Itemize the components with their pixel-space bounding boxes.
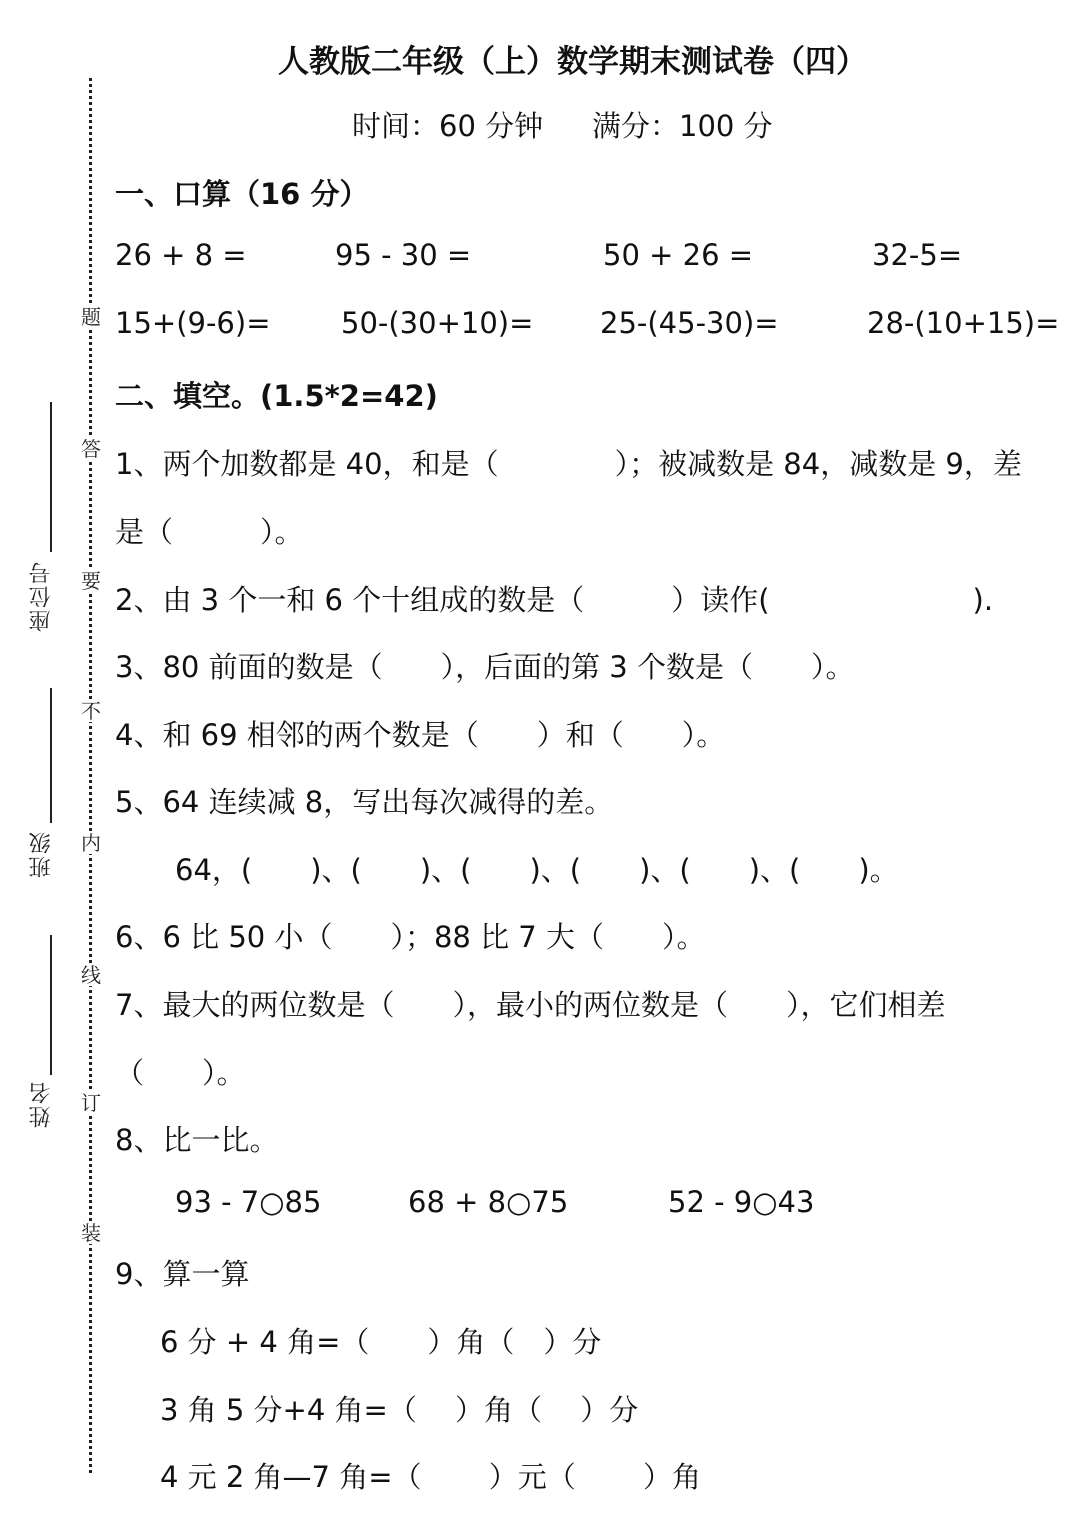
- fill-question-8: 8、比一比。: [115, 1123, 279, 1157]
- seat-number-label: 座位号: [29, 560, 54, 632]
- compare-item: 93 - 7○85: [175, 1185, 322, 1219]
- oral-calc-item: 26 + 8 =: [115, 238, 247, 272]
- oral-calc-item: 28-(10+15)=: [867, 306, 1060, 340]
- money-calc-item: 4 元 2 角—7 角=（ ）元（ ）角: [160, 1460, 701, 1494]
- fill-question-5: 5、64 连续减 8，写出每次减得的差。: [115, 785, 614, 819]
- seal-char: 内: [81, 831, 101, 855]
- money-calc-item: 3 角 5 分+4 角=（ ）角（ ）分: [160, 1393, 639, 1427]
- oral-calc-item: 95 - 30 =: [335, 238, 472, 272]
- name-label: 姓名: [29, 1080, 54, 1128]
- seal-char: 订: [81, 1091, 101, 1115]
- seal-char: 要: [81, 569, 101, 593]
- fill-question-5-blanks: 64，( )、( )、( )、( )、( )、( )。: [175, 853, 899, 887]
- section1-heading: 一、口算（16 分）: [115, 177, 369, 211]
- fill-question-3: 3、80 前面的数是（ ），后面的第 3 个数是（ ）。: [115, 650, 855, 684]
- page-title: 人教版二年级（上）数学期末测试卷（四）: [278, 44, 867, 80]
- oral-calc-item: 32-5=: [872, 238, 963, 272]
- oral-calc-item: 50 + 26 =: [603, 238, 754, 272]
- class-blank-line: [50, 688, 52, 823]
- fill-question-7-cont: （ ）。: [115, 1056, 246, 1090]
- oral-calc-item: 25-(45-30)=: [600, 306, 779, 340]
- fill-question-2: 2、由 3 个一和 6 个十组成的数是（ ）读作( ).: [115, 583, 994, 617]
- compare-item: 52 - 9○43: [668, 1185, 815, 1219]
- fill-question-7: 7、最大的两位数是（ ），最小的两位数是（ ），它们相差: [115, 988, 946, 1022]
- oral-calc-item: 15+(9-6)=: [115, 306, 271, 340]
- time-label: 时间：60 分钟: [352, 109, 544, 143]
- fill-question-1: 1、两个加数都是 40，和是（ ）；被减数是 84，减数是 9，差: [115, 447, 1022, 481]
- fill-question-1-cont: 是（ ）。: [115, 515, 304, 549]
- seal-char: 线: [81, 963, 101, 987]
- name-blank-line: [50, 935, 52, 1075]
- seat-number-blank-line: [50, 402, 52, 552]
- fill-question-4: 4、和 69 相邻的两个数是（ ）和（ ）。: [115, 718, 726, 752]
- oral-calc-item: 50-(30+10)=: [341, 306, 534, 340]
- compare-item: 68 + 8○75: [408, 1185, 569, 1219]
- fill-question-6: 6、6 比 50 小（ ）；88 比 7 大（ ）。: [115, 920, 706, 954]
- score-label: 满分：100 分: [592, 109, 773, 143]
- fill-question-9: 9、算一算: [115, 1257, 250, 1291]
- section2-heading: 二、填空。(1.5*2=42): [115, 379, 438, 413]
- binding-dotted-line: [89, 78, 92, 1473]
- seal-char: 不: [81, 699, 101, 723]
- class-label: 班级: [29, 830, 54, 878]
- seal-char: 装: [81, 1221, 101, 1245]
- seal-char: 题: [81, 305, 101, 329]
- seal-char: 答: [81, 437, 101, 461]
- money-calc-item: 6 分 + 4 角=（ ）角（ ）分: [160, 1325, 602, 1359]
